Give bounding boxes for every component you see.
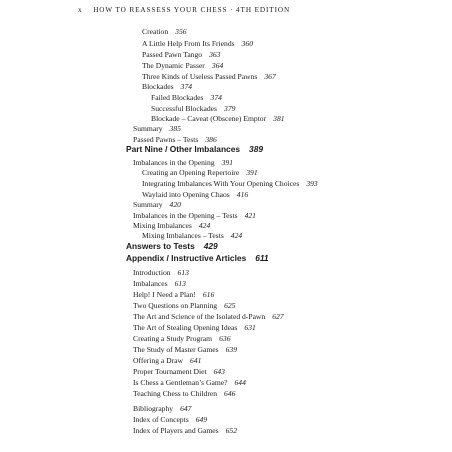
toc-part-heading [126, 254, 269, 263]
toc-entry [151, 93, 222, 102]
toc-entry-page: 652 [225, 426, 238, 435]
toc-entry [142, 190, 248, 199]
toc-entry-page: 636 [219, 334, 231, 343]
toc-entry [133, 345, 237, 354]
toc-entry-title: The Art and Science of the Isolated d-Pawn [133, 312, 266, 321]
toc-entry-title: Imbalances in the Opening – Tests [133, 211, 238, 220]
toc-entry [133, 426, 237, 435]
toc-entry-page: 389 [249, 144, 264, 154]
toc-entry [142, 72, 276, 81]
toc-entry-page: 393 [306, 179, 318, 188]
toc-entry-title: Three Kinds of Useless Passed Pawns [142, 72, 258, 81]
toc-entry-page: 429 [203, 241, 218, 251]
toc-entry-title: The Art of Stealing Opening Ideas [133, 323, 238, 332]
toc-entry-page: 613 [174, 279, 186, 288]
toc-entry-page: 647 [180, 404, 192, 413]
toc-entry [142, 82, 192, 91]
toc-entry-page: 391 [246, 168, 258, 177]
toc-entry [142, 168, 258, 177]
toc-entry-title: The Study of Master Games [133, 345, 219, 354]
toc-entry-page: 420 [169, 200, 181, 209]
toc-entry-page: 643 [213, 367, 225, 376]
toc-entry-title: Proper Tournament Diet [133, 367, 207, 376]
toc-entry-title: Passed Pawns – Tests [133, 135, 199, 144]
toc-entry-page: 631 [244, 323, 256, 332]
toc-entry-page: 363 [209, 50, 221, 59]
toc-entry-title: Summary [133, 200, 163, 209]
toc-entry-title: Imbalances in the Opening [133, 158, 215, 167]
toc-entry-title: Part Nine / Other Imbalances [126, 144, 241, 154]
toc-entry-page: 367 [264, 72, 276, 81]
toc-part-heading [126, 242, 218, 251]
toc-entry-title: Help! I Need a Plan! [133, 290, 196, 299]
toc-entry-page: 611 [255, 253, 269, 263]
toc-entry [142, 61, 223, 70]
toc-entry [133, 200, 181, 209]
toc-entry-page: 385 [169, 124, 181, 133]
toc-entry [142, 231, 242, 240]
toc-entry [142, 179, 318, 188]
toc-entry-title: Imbalances [133, 279, 168, 288]
toc-entry-page: 646 [224, 389, 236, 398]
toc-entry-title: Integrating Imbalances With Your Opening Choices [142, 179, 300, 188]
toc-entry-page: 424 [198, 221, 211, 230]
toc-entry-title: Blockade – Caveat (Obscene) Emptor [151, 114, 267, 123]
toc-entry [133, 356, 201, 365]
toc-entry-title: Two Questions on Planning [133, 301, 218, 310]
toc-entry-page: 625 [224, 301, 236, 310]
toc-entry [133, 221, 210, 230]
toc-entry-title: Offering a Draw [133, 356, 184, 365]
toc-entry-page: 356 [175, 27, 187, 36]
toc-entry-title: Blockades [142, 82, 174, 91]
toc-entry-page: 364 [211, 61, 224, 70]
toc-entry [142, 39, 253, 48]
toc-entry [151, 114, 285, 123]
toc-entry-title: Successful Blockades [151, 104, 218, 113]
toc-entry [133, 415, 207, 424]
toc-entry-page: 391 [221, 158, 233, 167]
toc-entry-page: 641 [190, 356, 202, 365]
toc-entry-title: A Little Help From Its Friends [142, 39, 235, 48]
page-number: x [78, 6, 83, 14]
toc-entry-title: Creation [142, 27, 169, 36]
toc-entry-page: 379 [224, 104, 236, 113]
toc-entry [142, 50, 220, 59]
toc-entry-page: 416 [236, 190, 249, 199]
toc-entry-page: 424 [230, 231, 243, 240]
toc-entry [133, 378, 246, 387]
toc-entry [133, 158, 233, 167]
toc-entry [133, 301, 235, 310]
toc-entry [133, 323, 256, 332]
toc-entry-title: Creating an Opening Repertoire [142, 168, 240, 177]
toc-entry-title: Summary [133, 124, 163, 133]
toc-entry [133, 290, 214, 299]
toc-entry-title: Is Chess a Gentleman’s Game? [133, 378, 228, 387]
toc-entry [133, 312, 284, 321]
toc-entry-page: 613 [177, 268, 189, 277]
toc-entry-title: Index of Players and Games [133, 426, 219, 435]
toc-entry-title: Waylaid into Opening Chaos [142, 190, 230, 199]
toc-entry-title: Appendix / Instructive Articles [126, 253, 247, 263]
toc-entry-title: Bibliography [133, 404, 174, 413]
toc-entry [133, 124, 181, 133]
toc-entry [142, 27, 187, 36]
toc-entry-title: Failed Blockades [151, 93, 204, 102]
toc-entry-page: 381 [273, 114, 285, 123]
toc-entry [133, 389, 235, 398]
toc-entry-title: Introduction [133, 268, 171, 277]
toc-entry-title: Answers to Tests [126, 241, 195, 251]
toc-entry-title: Mixing Imbalances [133, 221, 192, 230]
toc-entry-title: The Dynamic Passer [142, 61, 205, 70]
toc-entry [133, 279, 186, 288]
toc-entry-page: 644 [234, 378, 246, 387]
toc-entry-page: 360 [241, 39, 253, 48]
toc-entry-page: 639 [225, 345, 238, 354]
toc-entry-title: Mixing Imbalances – Tests [142, 231, 224, 240]
toc-entry [151, 104, 235, 113]
running-title: HOW TO REASSESS YOUR CHESS · 4TH EDITION [93, 6, 291, 14]
toc-entry-page: 374 [180, 82, 193, 91]
toc-entry-page: 421 [244, 211, 256, 220]
toc-entry-title: Teaching Chess to Children [133, 389, 218, 398]
toc-entry-page: 627 [272, 312, 284, 321]
toc-entry-title: Creating a Study Program [133, 334, 213, 343]
toc-entry [133, 211, 256, 220]
toc-entry-title: Index of Concepts [133, 415, 189, 424]
toc-entry [133, 404, 191, 413]
toc-entry-page: 386 [205, 135, 217, 144]
toc-part-heading [126, 145, 263, 154]
toc-entry [133, 135, 217, 144]
toc-entry [133, 334, 230, 343]
toc-entry-page: 616 [202, 290, 215, 299]
toc-entry-page: 374 [210, 93, 222, 102]
toc-entry-page: 649 [195, 415, 208, 424]
toc-entry-title: Passed Pawn Tango [142, 50, 203, 59]
toc-entry [133, 367, 225, 376]
toc-entry [133, 268, 189, 277]
